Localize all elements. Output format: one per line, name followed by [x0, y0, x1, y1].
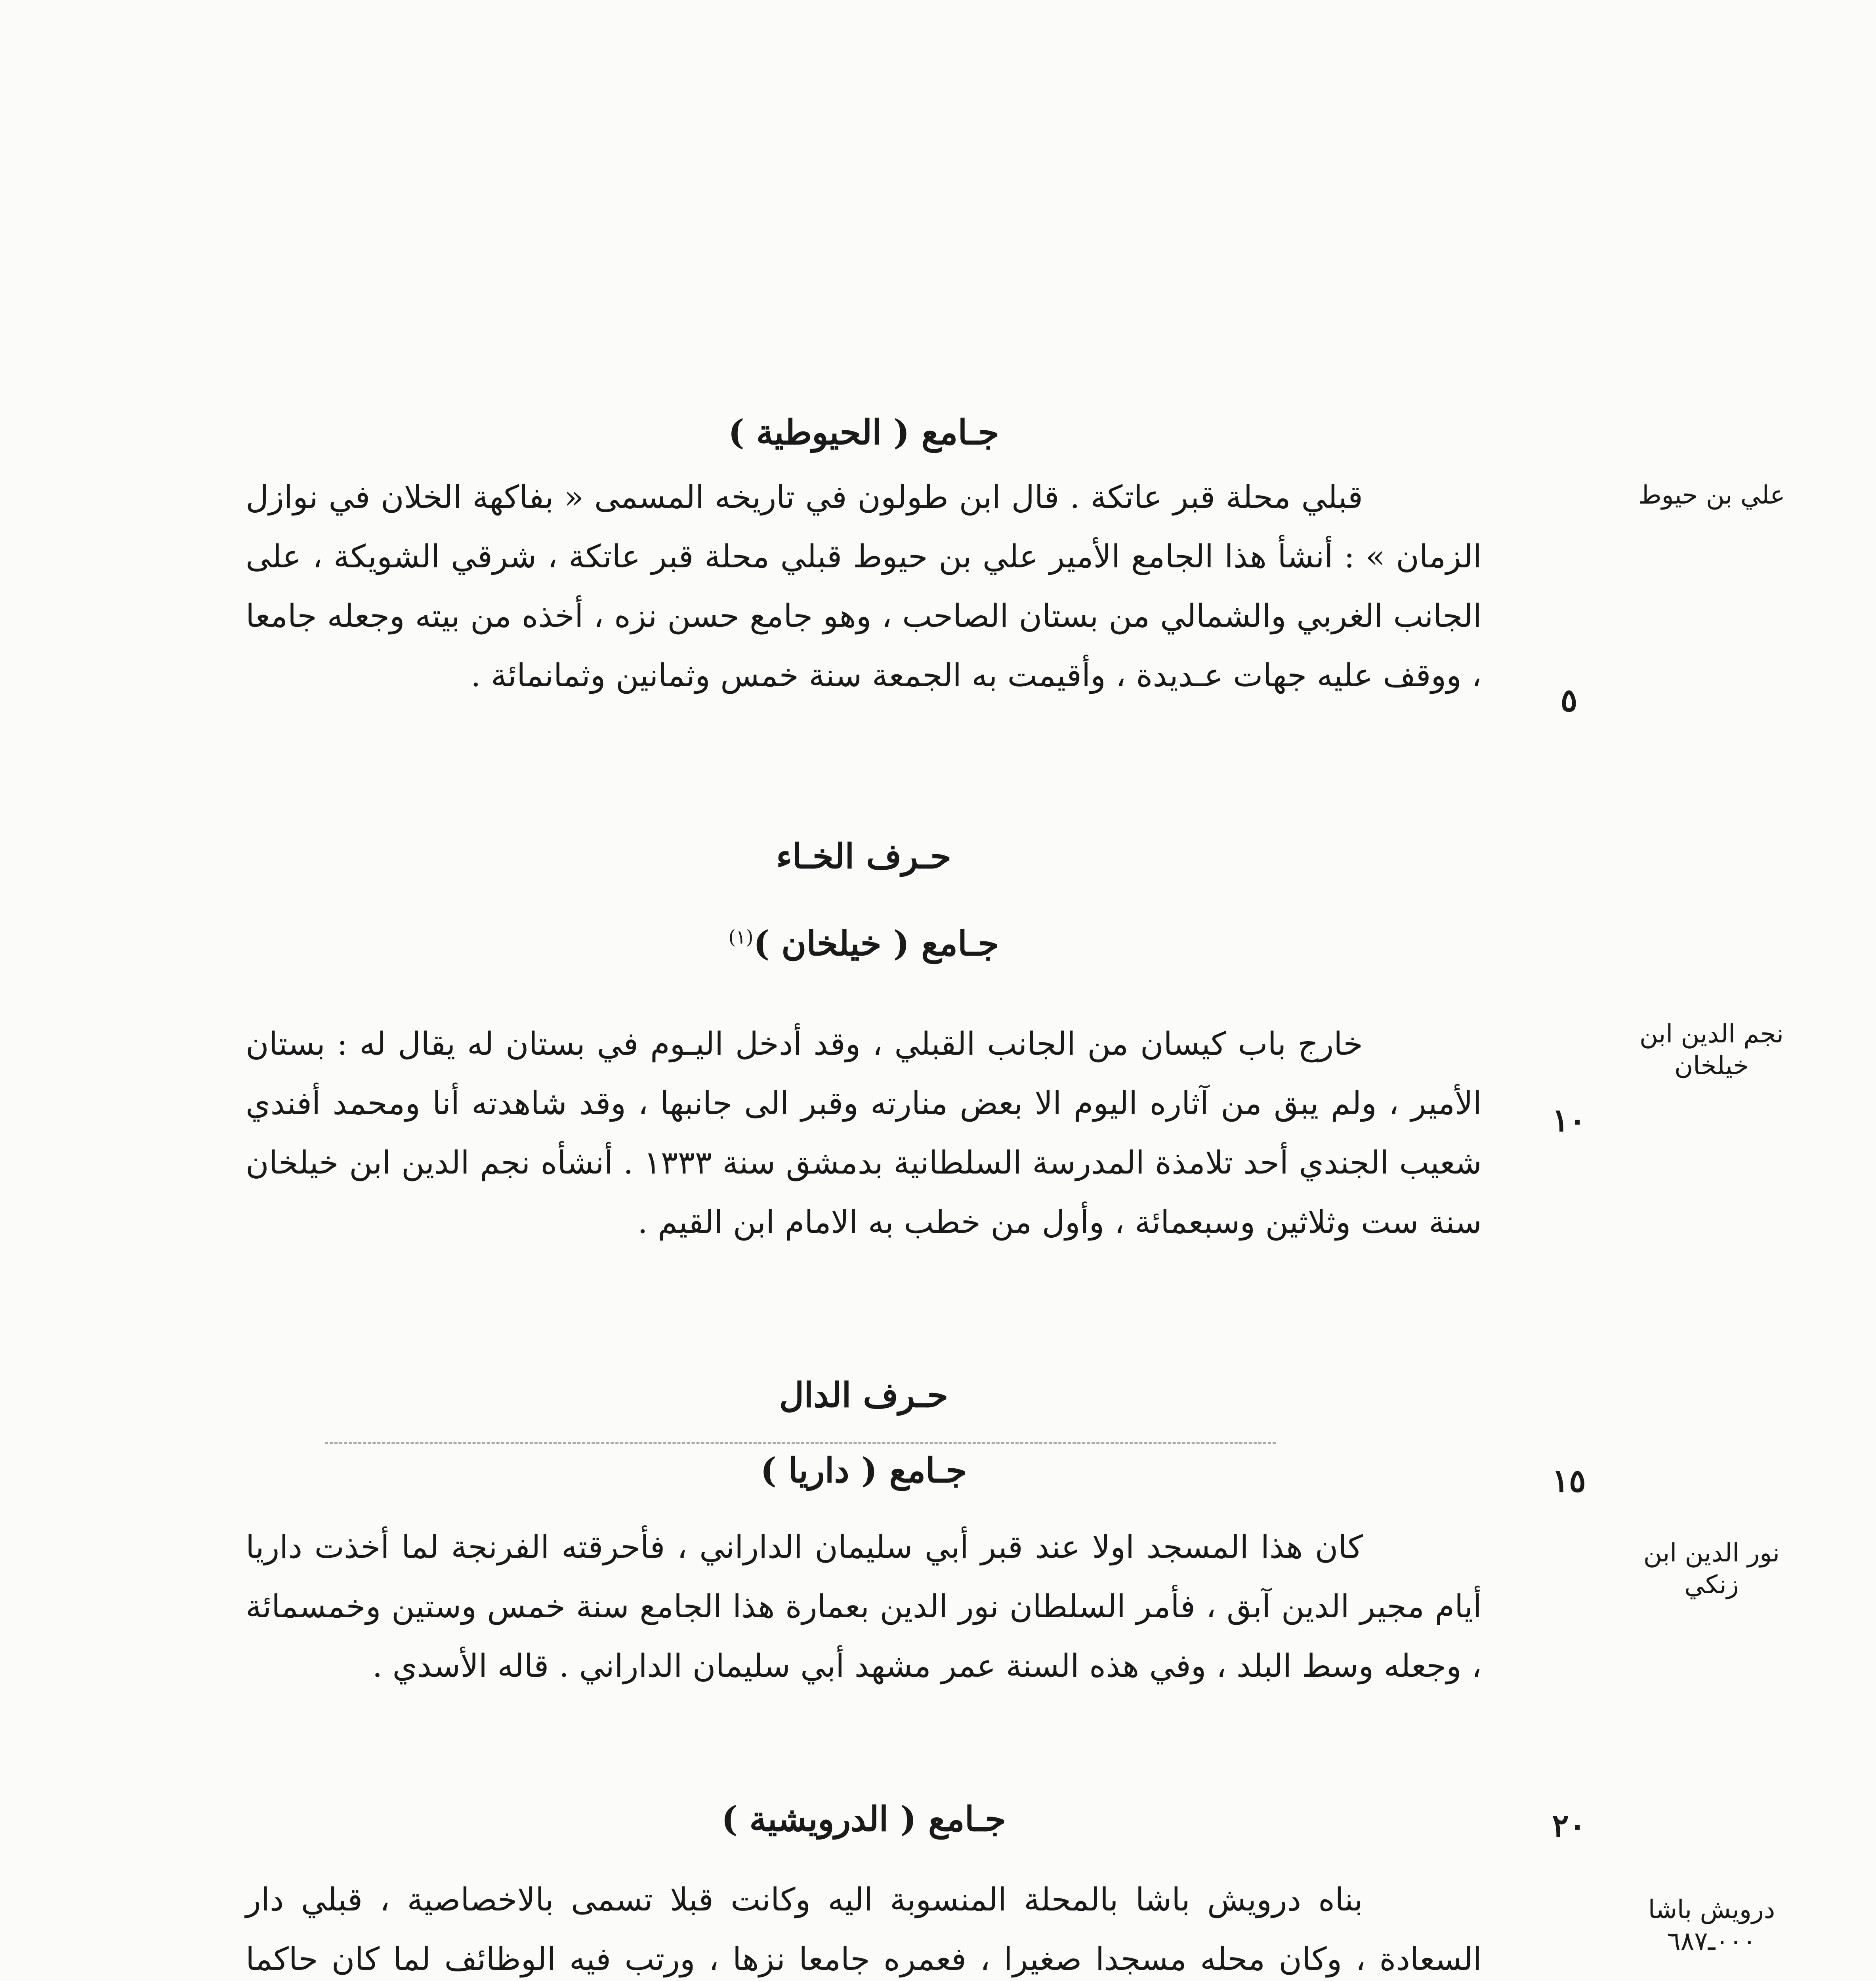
paragraph-text: كان هذا المسجد اولا عند قبر أبي سليمان الداراني ، فأحرقته الفرنجة لما أخذت داريا أيام مجير الدين آبق ، فأمر السلطان نور الدين بعمارة هذا الجامع سنة خمس وستين وخمسمائة ، وجعله وسط البلد ، وفي هذه السنة عمر مشهد أبي سليمان الداراني . قاله الأسدي . [246, 1529, 1482, 1684]
heading-text: جـامع ( خيلخان ) [753, 924, 999, 964]
section-heading-dal: حـرف الدال [779, 1375, 948, 1415]
entry-heading-khaylkhan [246, 923, 1482, 964]
entry-heading-darayya: جـامع ( داريا ) [760, 1450, 967, 1491]
section-heading-kha: حـرف الخـاء [776, 836, 952, 876]
paragraph-text: بناه درويش باشا بالمحلة المنسوبة اليه وكانت قبلا تسمى بالاخصاصية ، قبلي دار السعادة ، وكان محله مسجدا صغيرا ، فعمره جامعا نزها ، ورتب فيه الوظائف لما كان حاكما [246, 1881, 1482, 1977]
margin-note-nur-al-din: نور الدين ابن زنكي [1643, 1538, 1780, 1599]
line-number-5: ٥ [1560, 681, 1578, 719]
entry-paragraph-hayutiyya [246, 468, 1482, 705]
paragraph-text: قبلي محلة قبر عاتكة . قال ابن طولون في تاريخه المسمى « بفاكهة الخلان في نوازل الزمان » : أنشأ هذا الجامع الأمير علي بن حيوط قبلي محلة قبر عاتكة ، شرقي الشويكة ، على الجانب الغربي والشمالي من بستان الصاحب ، وهو جامع حسن نزه ، أخذه من بيته وجعله جامعا ، ووقف عليه جهات عـديدة ، وأقيمت به الجمعة سنة خمس وثمانين وثمانمائة . [246, 479, 1482, 694]
entry-heading-darwishiyya: جـامع ( الدرويشية ) [721, 1799, 1006, 1839]
entry-paragraph-khaylkhan [246, 1014, 1482, 1252]
margin-note-najm-al-din: نجم الدين ابن خيلخان [1639, 1019, 1784, 1080]
entry-paragraph-darayya [246, 1517, 1482, 1696]
line-number-15: ١٥ [1552, 1462, 1586, 1499]
margin-note-ali-ibn-hayut: علي بن حيوط [1638, 481, 1785, 510]
margin-note-darwish-pasha: درويش باشا ٠٠٠ـ٦٨٧ [1648, 1895, 1775, 1956]
line-number-10: ١٠ [1552, 1101, 1586, 1139]
entry-paragraph-darwishiyya [246, 1870, 1482, 1981]
entry-heading-hayutiyya: جـامع ( الحيوطية ) [728, 412, 1000, 452]
paragraph-text: خارج باب كيسان من الجانب القبلي ، وقد أدخل اليـوم في بستان له يقال له : بستان الأمير ، ولم يبق من آثاره اليوم الا بعض منارته وقبر الى جانبها ، وقد شاهدته أنا ومحمد أفندي شعيب الجندي أحد تلامذة المدرسة السلطانية بدمشق سنة ١٣٣٣ . أنشأه نجم الدين ابن خيلخان سنة ست وثلاثين وسبعمائة ، وأول من خطب به الامام ابن القيم . [246, 1025, 1482, 1241]
faint-rule [325, 1442, 1276, 1444]
line-number-20: ٢٠ [1552, 1807, 1586, 1844]
footnote-marker: (١) [728, 926, 754, 949]
